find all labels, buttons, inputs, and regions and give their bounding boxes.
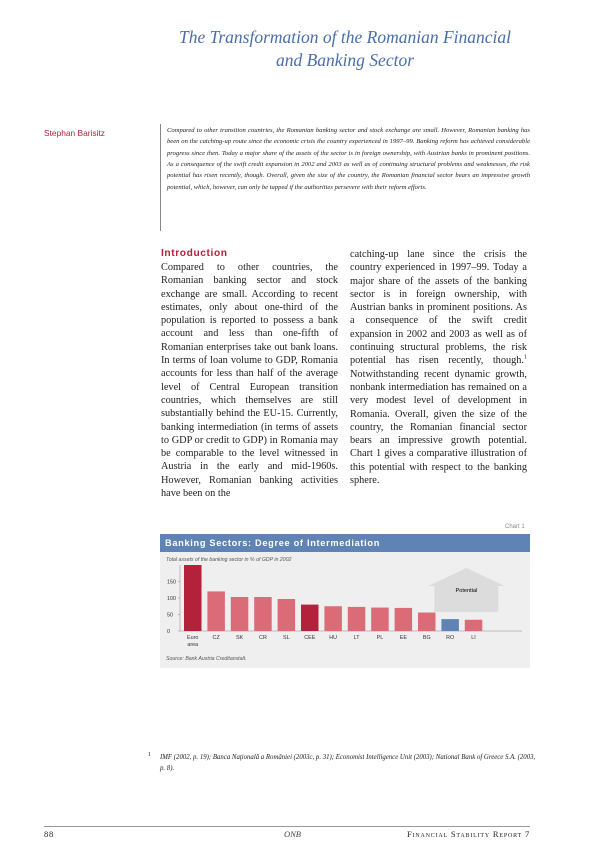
page-title: [160, 26, 530, 72]
title-line-1: The Transformation of the Romanian Financial: [178, 27, 512, 47]
footnote-number: 1: [148, 752, 151, 758]
x-tick-label: LT: [353, 635, 360, 641]
bar-ro: [441, 619, 459, 631]
footnote: [148, 752, 536, 774]
abstract: Compared to other transition countries, the Romanian banking sector and stock exchange are small. However, Romanian banking has been on the catching-up route since the economic crisis the country experienced in 1997–99. Banking reform has achieved considerable progress since then. Today a major share of the assets of the sector is in foreign ownership, with Austrian banks in prominent positions. As a consequence of the swift credit expansion in 2002 and 2003 as well as of continuing structural problems and weaknesses, the risk potential has risen recently, though. Overall, given the size of the country, the Romanian financial sector bears an impressive growth potential, which, however, can only be tapped if the authorities persevere with their reform efforts.: [160, 124, 536, 231]
x-tick-label: SK: [235, 635, 244, 641]
x-tick-label: SL: [283, 635, 290, 641]
chart-subtitle: Total assets of the banking sector in % of GDP in 2002: [166, 557, 292, 563]
x-tick-label: CZ: [212, 635, 220, 641]
chart-title: Banking Sectors: Degree of Intermediation: [160, 534, 530, 552]
bar-lt: [348, 607, 366, 631]
bar-bg: [418, 613, 436, 631]
x-tick-label: area: [187, 642, 199, 648]
oenb-logo: ONB: [284, 829, 301, 839]
x-tick-label: HU: [329, 635, 338, 641]
bar-hu: [324, 606, 342, 631]
bar-pl: [371, 608, 389, 631]
body-column-left: [161, 248, 338, 500]
footnote-ref[interactable]: 1: [524, 354, 527, 361]
footnote-text: IMF (2002, p. 19); Banca Naţională a României (2003c, p. 31); Economist Intelligence Unit (2003); National Bank of Greece S.A. (2003, p. 8).: [160, 754, 536, 772]
x-tick-label: LI: [471, 635, 476, 641]
x-tick-label: RO: [446, 635, 455, 641]
bar-cz: [207, 591, 225, 631]
right-column-text-2: Notwithstanding recent dynamic growth, nonbank intermediation has remained on a very modest level of development in Romania. Overall, given the size of the country, the Romanian financial sector bears an impressive growth potential. Chart 1 gives a comparative illustration of this potential with respect to the banking sphere.: [350, 368, 527, 487]
potential-label: Potential: [455, 588, 478, 594]
bar-cr: [254, 597, 272, 631]
y-tick-label: 100: [167, 596, 176, 602]
chart-label: Chart 1: [505, 524, 525, 530]
author-name: Stephan Barisitz: [44, 128, 105, 138]
x-tick-label: BG: [422, 635, 431, 641]
x-tick-label: EE: [399, 635, 407, 641]
bar-sl: [278, 599, 296, 631]
bar-cee: [301, 605, 319, 631]
body-column-right: [350, 248, 527, 487]
y-tick-label: 50: [167, 612, 173, 619]
bar-euro-area: [184, 565, 202, 631]
right-column-text-1: catching-up lane since the crisis the country experienced in 1997–99. Today a major share of the assets of the banking sector is in foreign ownership, with Austrian banks in prominent positions. As a consequence of the swift credit expansion in 2002 and 2003 as well as of continuing structural problems, the risk potential has risen recently, though.: [350, 249, 527, 367]
bar-ee: [395, 608, 413, 631]
chart-source: Source: Bank Austria Creditanstalt.: [166, 656, 247, 662]
x-tick-label: PL: [376, 635, 384, 641]
x-tick-label: CR: [259, 635, 267, 641]
x-tick-label: Euro: [187, 635, 199, 641]
y-tick-label: 150: [167, 579, 176, 586]
bar-sk: [231, 597, 249, 631]
x-tick-label: CEE: [304, 635, 316, 641]
chart-container: [160, 534, 530, 668]
y-tick-label: 0: [167, 629, 170, 635]
left-column-text: Compared to other countries, the Romanian banking sector and stock exchange are small. According to recent estimates, only about one-third of the population is reported to possess a bank account and less than one-fifth of Romanian enterprises take out bank loans. In terms of loan volume to GDP, Romania accounts for less than half of the average level of Central European transition countries, which themselves are still substantially behind the EU-15. Currently, banking intermediation (in terms of assets to GDP or credit to GDP) in Romania may be comparable to the level witnessed in Austria in the early and mid-1960s. However, Romanian banking activities have been on the: [161, 262, 338, 500]
page-number: 88: [44, 829, 55, 839]
bar-chart: [160, 534, 530, 668]
footer-divider: [44, 826, 530, 827]
journal-name: Financial Stability Report 7: [407, 829, 530, 839]
bar-li: [465, 620, 483, 631]
section-heading: Introduction: [161, 248, 228, 259]
title-line-2: and Banking Sector: [275, 50, 415, 70]
